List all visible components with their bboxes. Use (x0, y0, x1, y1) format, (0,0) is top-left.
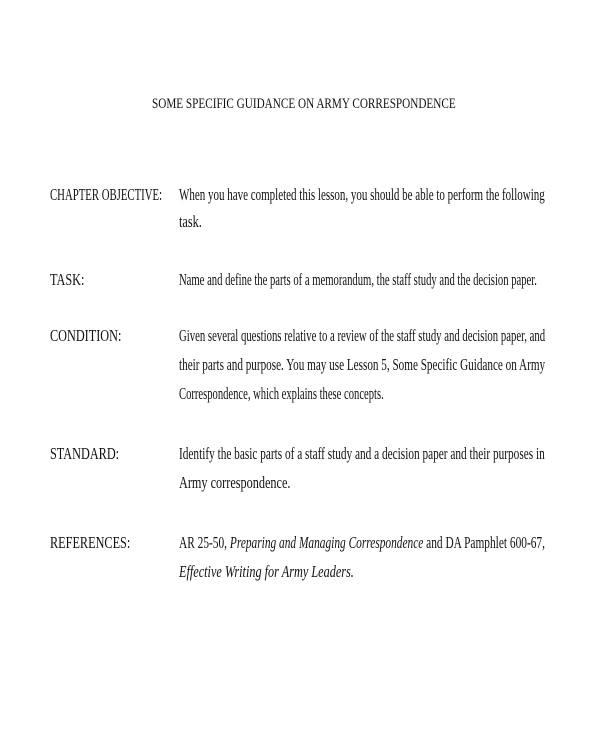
condition-line: Given several questions relative to a review of the staff study and decision paper, and (179, 326, 546, 345)
ref-pamphlet: and DA Pamphlet 600-67, (423, 533, 545, 552)
task-line: Name and define the parts of a memorandum, the staff study and the decision paper. (179, 270, 537, 289)
label-condition: CONDITION: (50, 326, 122, 345)
standard-line: Identify the basic parts of a staff study and a decision paper and their purposes in (179, 444, 545, 463)
label-references: REFERENCES: (50, 533, 131, 552)
objective-line: task. (179, 212, 202, 231)
references-line (179, 562, 354, 582)
condition-line: Correspondence, which explains these concepts. (179, 384, 384, 403)
document-title: SOME SPECIFIC GUIDANCE ON ARMY CORRESPONDENCE (152, 96, 456, 112)
standard-line: Army correspondence. (179, 473, 291, 492)
objective-line: When you have completed this lesson, you should be able to perform the following (179, 185, 545, 204)
label-chapter-objective: CHAPTER OBJECTIVE: (50, 185, 163, 204)
label-standard: STANDARD: (50, 444, 120, 463)
references-line (179, 533, 545, 553)
condition-line: their parts and purpose. You may use Lesson 5, Some Specific Guidance on Army (179, 355, 546, 374)
ref-title: Preparing and Managing Correspondence (229, 533, 424, 552)
ref-code: AR 25-50, (179, 533, 230, 552)
ref-title: Effective Writing for Army Leaders. (179, 562, 354, 581)
label-task: TASK: (50, 270, 85, 289)
